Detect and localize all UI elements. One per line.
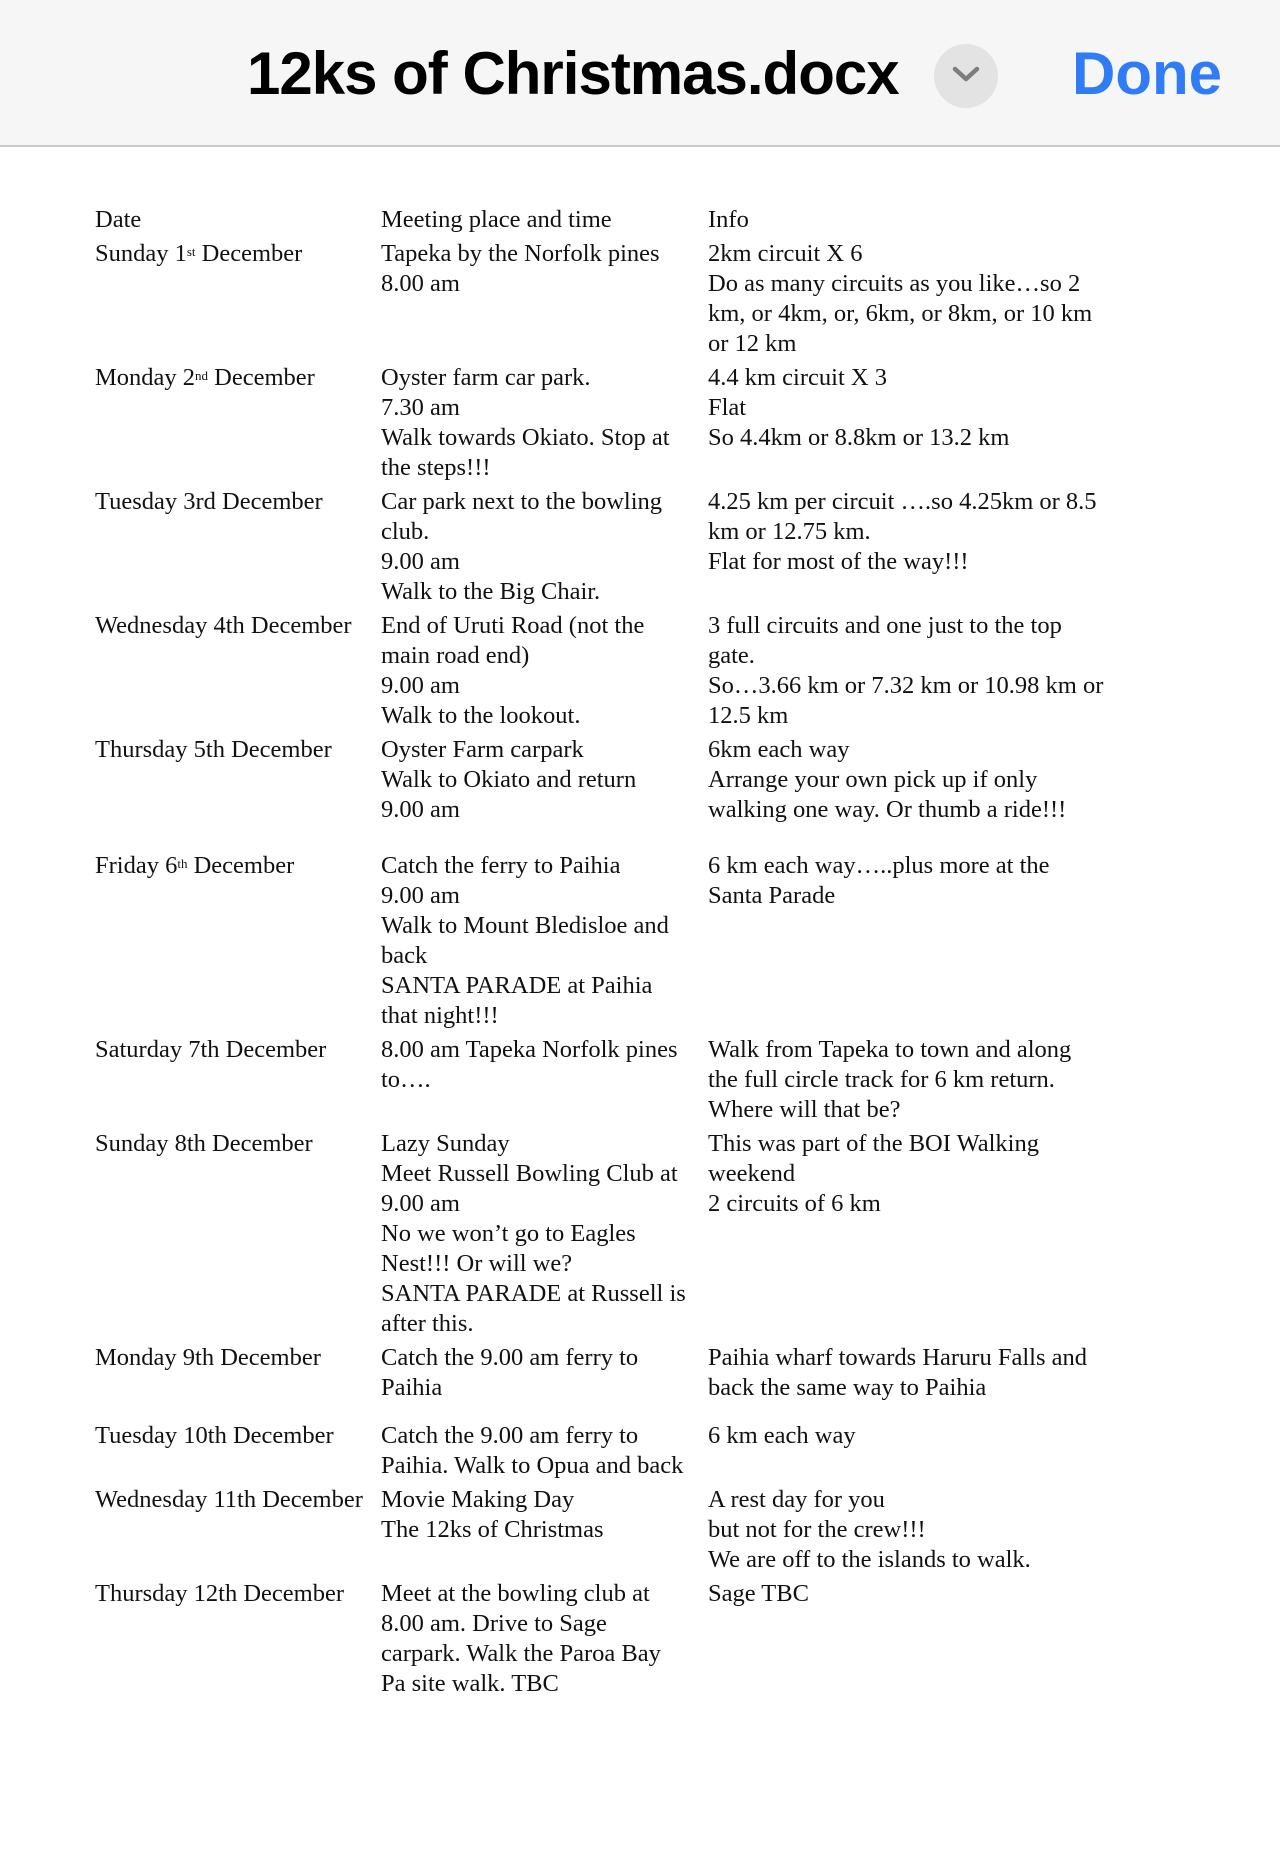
meeting-cell-line: Walk to the lookout. xyxy=(381,702,581,729)
meeting-cell-line: The 12ks of Christmas xyxy=(381,1516,604,1543)
table-row xyxy=(95,1485,1138,1579)
info-cell xyxy=(708,1035,1138,1129)
meeting-cell-line: Catch the ferry to Paihia xyxy=(381,852,621,879)
info-cell-line: 6 km each way…..plus more at the xyxy=(708,852,1050,879)
info-cell-line: 2 circuits of 6 km xyxy=(708,1190,881,1217)
meeting-cell-line: 7.30 am xyxy=(381,394,460,421)
table-row xyxy=(95,1579,1138,1703)
date-cell xyxy=(95,1579,381,1703)
meeting-cell xyxy=(381,1129,708,1343)
info-cell-line: Flat xyxy=(708,394,747,421)
meeting-cell-line: Lazy Sunday xyxy=(381,1130,510,1157)
column-header-meeting: Meeting place and time xyxy=(381,206,612,233)
info-cell-line: Walk from Tapeka to town and along xyxy=(708,1036,1072,1063)
info-cell-line: 4.25 km per circuit ….so 4.25km or 8.5 xyxy=(708,488,1097,515)
meeting-cell-line: 8.00 am. Drive to Sage xyxy=(381,1610,607,1637)
meeting-cell-line: 9.00 am xyxy=(381,796,460,823)
meeting-cell-line: Pa site walk. TBC xyxy=(381,1670,559,1697)
column-header-info: Info xyxy=(708,206,749,233)
date-text: Monday 9th December xyxy=(95,1344,321,1371)
date-text: Sunday 1 xyxy=(95,240,187,267)
info-cell-line: Arrange your own pick up if only xyxy=(708,766,1038,793)
info-cell-line: We are off to the islands to walk. xyxy=(708,1546,1031,1573)
meeting-cell-line: 9.00 am xyxy=(381,548,460,575)
meeting-cell xyxy=(381,1343,708,1421)
table-row xyxy=(95,851,1138,1035)
date-text: Friday 6 xyxy=(95,852,178,879)
info-cell-line: gate. xyxy=(708,642,755,669)
meeting-cell-line: after this. xyxy=(381,1310,474,1337)
info-cell-line: km, or 4km, or, 6km, or 8km, or 10 km xyxy=(708,300,1093,327)
table-row xyxy=(95,1343,1138,1421)
date-cell xyxy=(95,735,381,851)
date-text: Saturday 7th December xyxy=(95,1036,327,1063)
info-cell xyxy=(708,1485,1138,1579)
meeting-cell xyxy=(381,1579,708,1703)
meeting-cell-line: Nest!!! Or will we? xyxy=(381,1250,573,1277)
date-cell xyxy=(95,1035,381,1129)
schedule-table xyxy=(95,205,1138,1703)
meeting-cell-line: Meet Russell Bowling Club at xyxy=(381,1160,678,1187)
meeting-cell-line: 9.00 am xyxy=(381,882,460,909)
table-row xyxy=(95,363,1138,487)
meeting-cell-line: 8.00 am xyxy=(381,270,460,297)
meeting-cell-line: SANTA PARADE at Paihia xyxy=(381,972,653,999)
meeting-cell-line: main road end) xyxy=(381,642,530,669)
meeting-cell-line: Paihia. Walk to Opua and back xyxy=(381,1452,684,1479)
meeting-cell-line: 9.00 am xyxy=(381,672,460,699)
info-cell xyxy=(708,487,1138,611)
meeting-cell xyxy=(381,239,708,363)
info-cell xyxy=(708,735,1138,851)
meeting-cell-line: 9.00 am xyxy=(381,1190,460,1217)
info-cell-line: walking one way. Or thumb a ride!!! xyxy=(708,796,1067,823)
info-cell-line: Do as many circuits as you like…so 2 xyxy=(708,270,1081,297)
info-cell xyxy=(708,363,1138,487)
meeting-cell-line: Oyster Farm carpark xyxy=(381,736,584,763)
info-cell-line: 12.5 km xyxy=(708,702,789,729)
date-month: December xyxy=(187,852,295,879)
date-month: December xyxy=(208,364,315,391)
info-cell-line: 6km each way xyxy=(708,736,850,763)
info-cell-line: 3 full circuits and one just to the top xyxy=(708,612,1062,639)
done-button[interactable]: Done xyxy=(1072,40,1222,107)
meeting-cell-line: Walk to Mount Bledisloe and xyxy=(381,912,669,939)
date-ordinal-suffix: th xyxy=(177,856,188,871)
date-text: Monday 2 xyxy=(95,364,196,391)
date-text: Thursday 5th December xyxy=(95,736,332,763)
info-cell-line: So 4.4km or 8.8km or 13.2 km xyxy=(708,424,1010,451)
document-header-bar xyxy=(0,0,1280,147)
table-row xyxy=(95,1421,1138,1485)
info-cell xyxy=(708,1129,1138,1343)
date-ordinal-suffix: st xyxy=(186,244,196,259)
meeting-cell-line: No we won’t go to Eagles xyxy=(381,1220,636,1247)
title-menu-button[interactable] xyxy=(934,44,998,108)
meeting-cell-line: Walk to Okiato and return xyxy=(381,766,637,793)
info-cell xyxy=(708,851,1138,1035)
meeting-cell-line: Catch the 9.00 am ferry to xyxy=(381,1422,639,1449)
document-title: 12ks of Christmas.docx xyxy=(247,40,899,107)
meeting-cell xyxy=(381,735,708,851)
meeting-cell-line: Meet at the bowling club at xyxy=(381,1580,650,1607)
meeting-cell-line: the steps!!! xyxy=(381,454,491,481)
meeting-cell-line: that night!!! xyxy=(381,1002,499,1029)
date-text: Tuesday 10th December xyxy=(95,1422,334,1449)
info-cell-line: the full circle track for 6 km return. xyxy=(708,1066,1055,1093)
table-row xyxy=(95,611,1138,735)
document-body xyxy=(95,205,1195,1703)
info-cell-line: 2km circuit X 6 xyxy=(708,240,863,267)
meeting-cell xyxy=(381,611,708,735)
meeting-cell xyxy=(381,487,708,611)
meeting-cell-line: Movie Making Day xyxy=(381,1486,575,1513)
table-header-row xyxy=(95,205,1138,239)
info-cell-line: A rest day for you xyxy=(708,1486,885,1513)
info-cell-line: So…3.66 km or 7.32 km or 10.98 km or xyxy=(708,672,1104,699)
info-cell-line: 6 km each way xyxy=(708,1422,856,1449)
meeting-cell xyxy=(381,1485,708,1579)
meeting-cell-line: Walk to the Big Chair. xyxy=(381,578,601,605)
date-cell xyxy=(95,1343,381,1421)
date-text: Wednesday 4th December xyxy=(95,612,352,639)
date-cell xyxy=(95,851,381,1035)
info-cell-line: or 12 km xyxy=(708,330,797,357)
date-cell xyxy=(95,1485,381,1579)
info-cell-line: weekend xyxy=(708,1160,796,1187)
meeting-cell-line: carpark. Walk the Paroa Bay xyxy=(381,1640,661,1667)
table-row xyxy=(95,1129,1138,1343)
meeting-cell xyxy=(381,1035,708,1129)
meeting-cell-line: Tapeka by the Norfolk pines xyxy=(381,240,660,267)
info-cell-line: Sage TBC xyxy=(708,1580,809,1607)
info-cell-line: Flat for most of the way!!! xyxy=(708,548,969,575)
meeting-cell xyxy=(381,851,708,1035)
info-cell xyxy=(708,239,1138,363)
date-cell xyxy=(95,239,381,363)
meeting-cell-line: End of Uruti Road (not the xyxy=(381,612,645,639)
meeting-cell-line: Car park next to the bowling xyxy=(381,488,663,515)
table-row xyxy=(95,239,1138,363)
meeting-cell-line: SANTA PARADE at Russell is xyxy=(381,1280,686,1307)
meeting-cell-line: Walk towards Okiato. Stop at xyxy=(381,424,670,451)
column-header-date: Date xyxy=(95,206,142,233)
date-text: Wednesday 11th December xyxy=(95,1486,363,1513)
date-month: December xyxy=(195,240,303,267)
info-cell xyxy=(708,611,1138,735)
date-ordinal-suffix: nd xyxy=(195,368,209,383)
table-row xyxy=(95,1035,1138,1129)
date-cell xyxy=(95,1129,381,1343)
info-cell-line: Where will that be? xyxy=(708,1096,901,1123)
meeting-cell xyxy=(381,363,708,487)
meeting-cell-line: club. xyxy=(381,518,430,545)
date-text: Tuesday 3rd December xyxy=(95,488,323,515)
date-cell xyxy=(95,611,381,735)
info-cell xyxy=(708,1421,1138,1485)
info-cell-line: back the same way to Paihia xyxy=(708,1374,987,1401)
meeting-cell-line: Catch the 9.00 am ferry to xyxy=(381,1344,639,1371)
info-cell-line: 4.4 km circuit X 3 xyxy=(708,364,887,391)
info-cell xyxy=(708,1579,1138,1703)
meeting-cell-line: to…. xyxy=(381,1066,431,1093)
meeting-cell-line: Oyster farm car park. xyxy=(381,364,591,391)
info-cell-line: km or 12.75 km. xyxy=(708,518,871,545)
table-row xyxy=(95,735,1138,851)
info-cell xyxy=(708,1343,1138,1421)
meeting-cell xyxy=(381,1421,708,1485)
info-cell-line: This was part of the BOI Walking xyxy=(708,1130,1039,1157)
table-row xyxy=(95,487,1138,611)
meeting-cell-line: 8.00 am Tapeka Norfolk pines xyxy=(381,1036,678,1063)
date-cell xyxy=(95,487,381,611)
info-cell-line: but not for the crew!!! xyxy=(708,1516,926,1543)
date-text: Thursday 12th December xyxy=(95,1580,344,1607)
meeting-cell-line: Paihia xyxy=(381,1374,443,1401)
meeting-cell-line: back xyxy=(381,942,428,969)
chevron-down-icon xyxy=(951,64,981,89)
date-text: Sunday 8th December xyxy=(95,1130,313,1157)
info-cell-line: Paihia wharf towards Haruru Falls and xyxy=(708,1344,1087,1371)
info-cell-line: Santa Parade xyxy=(708,882,836,909)
date-cell xyxy=(95,1421,381,1485)
date-cell xyxy=(95,363,381,487)
